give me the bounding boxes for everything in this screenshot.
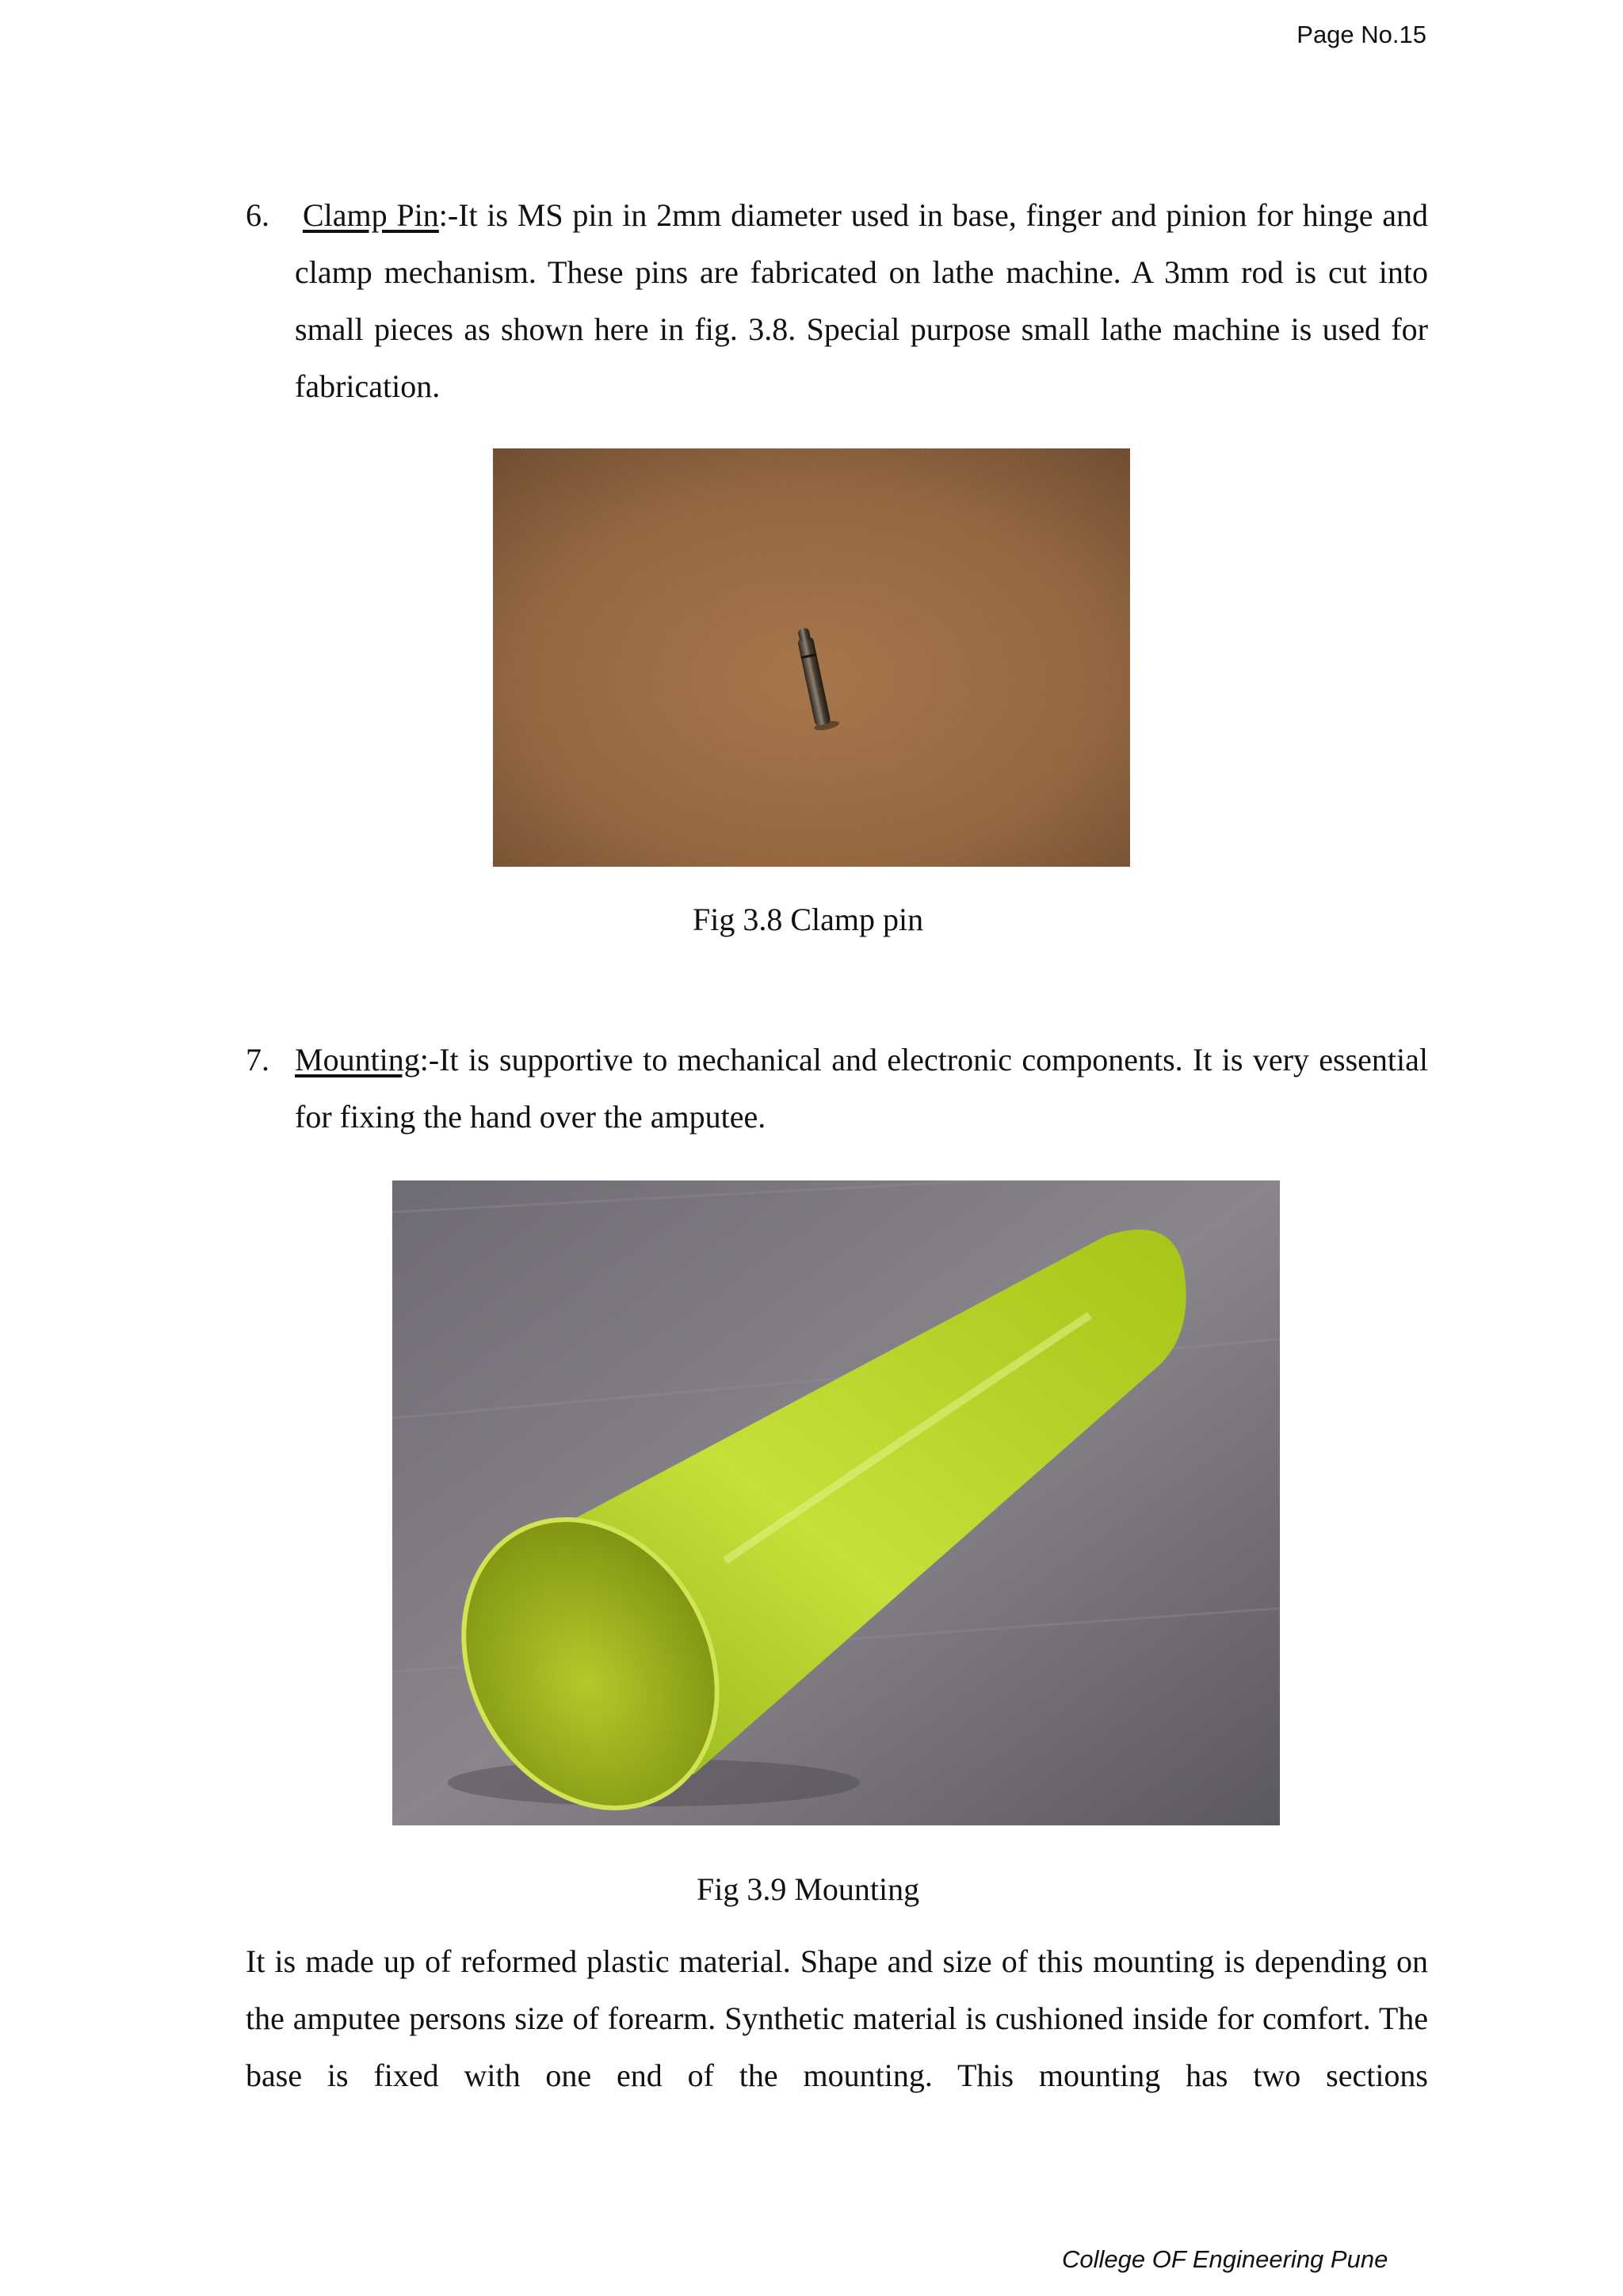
footer-college-name: College OF Engineering Pune (1062, 2245, 1388, 2273)
body-paragraph: It is made up of reformed plastic material. Shape and size of this mounting is depending on the amputee persons size of forearm. Synthetic material is cushioned inside for comfort. The base is fixed with one end of the mounting. This mounting has two sections (246, 1943, 1428, 2093)
item-number: 7. (246, 1042, 269, 1077)
item-text: :-It is MS pin in 2mm diameter used in base, finger and pinion for hinge and clamp mechanism. These pins are fabricated on lathe machine. A 3mm rod is cut into small pieces as shown here in fig. 3.8. Special purpose small lathe machine is used for fabrication. (295, 197, 1428, 404)
mounting-illustration (392, 1180, 1280, 1825)
item-number: 6. (246, 197, 269, 233)
clamp-pin-illustration (493, 448, 1130, 867)
item-text: :-It is supportive to mechanical and electronic components. It is very essential for fixing the hand over the amputee. (295, 1042, 1428, 1135)
item-body (295, 1032, 1428, 1146)
figure-caption-clamp-pin: Fig 3.8 Clamp pin (693, 902, 924, 937)
item-body (295, 187, 1428, 415)
mounting-photo (392, 1180, 1280, 1825)
item-term: Clamp Pin (303, 197, 439, 233)
figure-caption-mounting: Fig 3.9 Mounting (697, 1871, 920, 1907)
clamp-pin-photo (493, 448, 1130, 867)
page-number: Page No.15 (1296, 21, 1426, 48)
list-item-clamp-pin (246, 187, 1428, 415)
item-term: Mounting (295, 1042, 420, 1077)
list-item-mounting (246, 1032, 1428, 1146)
